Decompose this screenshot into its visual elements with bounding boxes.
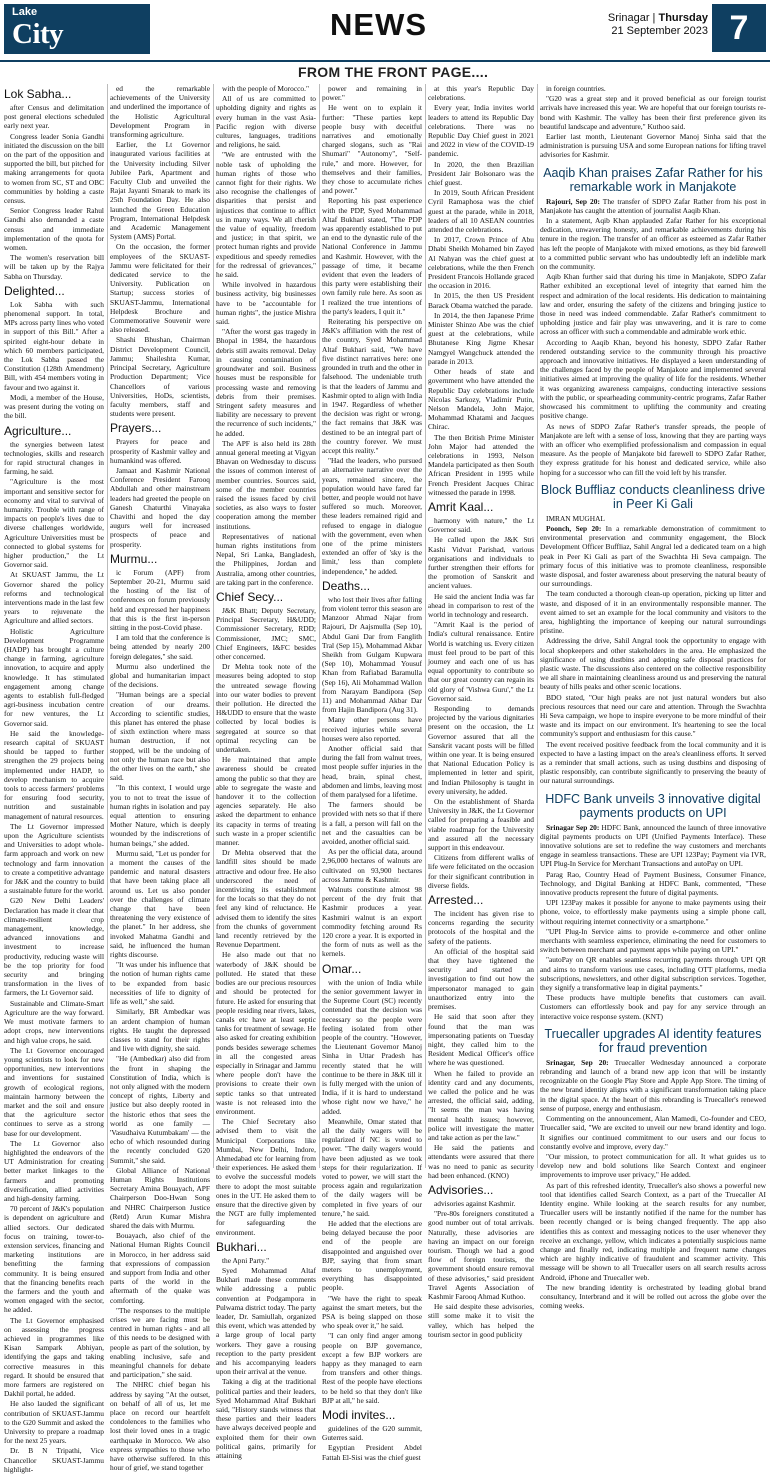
article-paragraph: Dr. B N Tripathi, Vice Chancellor SKUAST-Jammu highlight- <box>4 1446 104 1474</box>
article-paragraph: The NHRC chief began his address by saying "At the outset, on behalf of all of us, let me place on record our heartfelt condolences to the families who lost their loved ones in a tragic earthquake in Morocco. We also express sympathies to those who have otherwise suffered. In this hour of grief, we stand together <box>110 1380 210 1473</box>
article-paragraph: All of us are committed to upholding dignity and rights as every human in the vast Asia-Pacific region with diverse cultures, languages, traditions and religions, he said. <box>216 94 316 150</box>
column-divider <box>537 84 538 1168</box>
article-paragraph: "It was under his influence that the notion of human rights came to be expanded from basic necessities of life to dignity of life as well," she said. <box>110 960 210 1007</box>
article-paragraph: "He (Ambedkar) also did from the front in shaping the Constitution of India, which is not only aligned with the modern concept of rights, Liberty and justice but also deeply rooted in the historic ethos that sees the world as one family — 'Vasudhaiva Kutumbakam' — the echo of which resounded during the recently concluded G20 Summit," she said. <box>110 1054 210 1165</box>
article-paragraph: Syed Mohammad Altaf Bukhari made these comments while addressing a public convention at Podgampora in Pulwama district today. The party leader, Dr. Samiullah, organized this event, which was attended by a large group of local party workers. They gave a rousing reception to the party president and his accompanying leaders upon their arrival at the venue. <box>216 1265 316 1377</box>
article-paragraph: He went on to explain it further: "These parties kept people busy with deceitful narratives and emotionally charged slogans, such as "Rai Shumari" "Autonomy", "Self-rule," and more. However, for themselves and their families, they chose to accumulate riches and power." <box>322 103 422 196</box>
article-paragraph: He added that the elections are being delayed because the poor end of the people are disappointed and anguished over BJP, saying that from smart meters to unemployment, everything has disappointed people. <box>322 1218 422 1293</box>
article-paragraph <box>540 1058 766 1113</box>
logo-top-text: Lake <box>12 6 38 18</box>
section-header <box>0 60 770 82</box>
article-paragraph: "UPI Plug-In Service aims to provide e-commerce and other online merchants with seamless experience, eliminating the need for customers to switch between merchant and payment apps while paying on UPI." <box>540 926 766 955</box>
article-paragraph: Citizens from different walks of life were felicitated on the occasion for their significant contribution in diverse fields. <box>428 853 534 890</box>
article-headline[interactable]: Prayers... <box>110 421 162 436</box>
paragraph-text: Truecaller Wednesday announced a corporate rebranding and launch of a brand new app icon that will be instantly recognizable on the Google Play Store and Apple App Store. The timing of the new brand identity aligns with a significant transformation taking place in the digital space. At the heart of this rebranding is Truecaller's renewed sense of purpose, energy and enthusiasm. <box>540 1057 766 1113</box>
article-paragraph: The then British Prime Minister John Major had attended the celebrations in 1993, Nelson Mandela participated as then South African President in 1995 while French President Jacques Chirac witnessed the parade in 1998. <box>428 432 534 497</box>
article-paragraph: Senior Congress leader Rahul Gandhi also demanded a caste census and immediate implementation of the quota for women. <box>4 206 104 253</box>
article-paragraph: the Apni Party." <box>222 1255 270 1265</box>
newspaper-logo[interactable] <box>4 4 150 82</box>
article-paragraph: G20 New Delhi Leaders' Declaration has made it clear that climate-resilient crop management, knowledge, advanced innovations and investment to increase productivity, reducing waste will be the top priority for food security and bringing transformation in the lives of farmers, the Lt Governor said. <box>4 896 104 998</box>
column-divider <box>319 84 320 1168</box>
article-dateline: Poonch, Sep 20: <box>546 523 602 533</box>
article-paragraph: ed the remarkable achievements of the University and underlined the importance of the Holistic Agricultural Development Program in transforming agriculture. <box>110 84 210 140</box>
column-5 <box>428 84 534 1339</box>
article-headline[interactable]: Lok Sabha... <box>4 87 72 101</box>
article-paragraph: "We are entrusted with the noble task of upholding the human rights of those who cannot fight for their rights. We also recognise the challenges of disparities that persist and injustices that continue to afflict us in many ways. We all cherish the value of equality, freedom and justice; in that spirit, we protect human rights and provide expeditious and speedy remedies for the redressal of grievances," he said. <box>216 150 316 280</box>
dateline-city: Srinagar <box>607 12 650 24</box>
article-paragraph: Earlier, the Lt Governor inaugurated various facilities at the University including Silver Jubilee Park, Apartment and Faculty Club and unveiled the Rajat Jayanti Smarak to mark its 25th Foundation Day. He also launched the Green Education Program, International Helpdesk and Academic Management System (AMS) Portal. <box>110 140 210 242</box>
article-paragraph: In 2015, the then US President Barack Obama watched the parade. <box>428 291 534 310</box>
article-headline[interactable]: Murmu... <box>110 551 158 566</box>
article-headline[interactable]: Arrested... <box>428 893 484 908</box>
article-paragraph: power and remaining in power." <box>322 84 422 103</box>
article-paragraph: "Pre-80s foreigners constituted a good number out of total arrivals. Naturally, these advisories are having an impact on our foreign tourism. Though we had a good flow of foreign tourists, the government should ensure removal of these advisories," said president Travel Agents Association of Kashmir Farooq Ahmad Kuthoo. <box>428 1209 534 1301</box>
article-headline[interactable]: Advisories... <box>428 1182 494 1197</box>
article-paragraph: Bouayach, also chief of the National Human Rights Council in Morocco, in her address said that expressions of compassion and support from India and other parts of the world in the aftermath of the quake was comforting. <box>110 1231 210 1305</box>
article-paragraph: At SKUAST Jammu, the Lt Governor shared the policy reforms and technological interventions made in the last few years to rejuvenate the Agriculture and allied sectors. <box>4 570 104 626</box>
article-byline: IMRAN MUGHAL <box>546 513 605 523</box>
article-paragraph: "I can only find anger among people on BJP governance, except a few BJP workers are happy as they managed to earn from transfers and other things. Rest of the people have elections to be held so that they don't like BJP at all," he said. <box>322 1331 422 1405</box>
article-paragraph: The Lt Governor also highlighted the endeavors of the UT Administration for creating better market linkages to the farmers and promoting diversification, allied activities and high-density farming. <box>4 1138 104 1203</box>
column-divider <box>425 84 426 1168</box>
article-paragraph: The Chief Secretary also advised them to visit the Municipal Corporations like Mumbai, New Delhi, Indore, Ahmedabad etc for learning from their experiences. He asked them to evolve the successful models there to adopt the most suitable ones in the UT. He asked them to ensure that the directive given by the NGT are fully implemented for safeguarding the environment. <box>216 1117 316 1237</box>
article-headline[interactable]: Modi invites... <box>322 1408 396 1423</box>
article-paragraph: I am told that the conference is being attended by nearly 200 foreign delegates," she said. <box>110 633 210 661</box>
article-paragraph: Similarly, BR Ambedkar was an ardent champion of human rights. He taught the depressed classes to stand for their rights and live with dignity, she said. <box>110 1007 210 1054</box>
article-paragraph: Aqib Khan further said that during his time in Manjakote, SDPO Zafar Rather exhibited an exceptional level of integrity that earned him the respect and admiration of the local residents. His dedication to maintaining law and order, ensuring the safety of the citizens and bringing justice to those in need was indeed commendable. Zafar Rather's commitment to upholding justice and fair play was unwavering, and it is rare to come across an officer with such a commendable and admirable work ethic. <box>540 272 766 337</box>
article-paragraph: The team conducted a thorough clean-up operation, picking up litter and waste, and disposed of it in an environmentally responsible manner. The event aimed to set an example for the local community and visitors to the area, highlighting the importance of keeping our natural surroundings pristine. <box>540 589 766 636</box>
article-paragraph: The Lt Governor emphasised on assessing the progress achieved in programmes like Kisan Sampark Abhiyan, identifying the gaps and taking corrective measures in this regard. It should be ensured that more farmers are registered on Dakhil portal, he added. <box>4 1315 104 1399</box>
article-paragraph: the synergies between latest technologies, skills and research for rapid structural changes in farming, he said. <box>4 439 104 477</box>
article-paragraph: The Lt Governor impressed upon the Agriculture scientists and Universities to adopt whole-farm approach and work on new technology and farm innovation to create a competitive advantage for J&K and the country to build a sustainable future for the world. <box>4 821 104 896</box>
article-paragraph: He maintained that ample awareness should be created among the public so that they are able to segregate the waste and handover it to the collection agencies separately. He also asked the department to enhance its capacity in terms of treating such waste in a proper scientific manner. <box>216 755 316 848</box>
article-paragraph <box>540 197 766 215</box>
article-paragraph <box>540 823 766 869</box>
article-paragraph: The APF is also held its 28th annual general meeting at Vigyan Bhavan on Wednesday to discuss the issues of common interest of member countries. Sources said, some of the member countries raised the issues faced by civil societies, as also ways to foster cooperation among the member institutions. <box>216 438 316 531</box>
article-paragraph: Egyptian President Abdel Fattah El-Sisi was the chief guest <box>322 1443 422 1462</box>
article-paragraph: He said despite these advisories, still some make it to visit the valley, which has helped the tourism sector in good publicity <box>428 1302 534 1339</box>
article-headline[interactable]: Chief Secy... <box>216 589 284 604</box>
article-dateline: Srinagar Sep 20: <box>546 822 600 832</box>
article-paragraph: The new branding identity is orchestrated by leading global brand consultancy, Interbrand and it will be rolled out across the globe over the coming weeks. <box>540 1282 766 1311</box>
paragraph-text: The transfer of SDPO Zafar Rather from his post in Manjakote has caught the attention of journalist Aaqib Khan. <box>540 196 766 215</box>
article-paragraph: Modi, a member of the House, was present during the voting on the bill. <box>4 392 104 421</box>
article-paragraph: Commenting on the announcement, Alan Mamedi, Co-founder and CEO, Truecaller said, "We are excited to unveil our new brand identity and logo. It signifies our continued commitment to our users and our focus to constantly evolve and improve, every day." <box>540 1114 766 1151</box>
article-paragraph: after Census and delimitation post general elections scheduled early next year. <box>4 103 104 131</box>
article-paragraph: Reporting his past experience with the PDP, Syed Mohammad Altaf Bukhari stated, "The PDP was apparently established to put an end to the dynastic rule of the National Conference in Jammu and Kashmir. However, with the passage of time, it became evident that even the leaders of this party were establishing their own family rule here. As soon as I realized the true intentions of the party's leaders, I quit it." <box>322 196 422 316</box>
article-paragraph: The event received positive feedback from the local community and it is expected to have a lasting impact on the area's cleanliness efforts. It served as a reminder that small actions, such as using dustbins and disposing of plastic responsibly, can contribute significantly to preserving the beauty of our natural surroundings. <box>540 739 766 786</box>
article-paragraph: Global Alliance of National Human Rights Institutions Secretary Amina Bouayach, APF Chairperson Doo-Hwan Song and NHRC Chairperson Justice (Retd) Arun Kumar Mishra shared the dais with Murmu. <box>110 1165 210 1230</box>
article-paragraph: "Amrit Kaal is the period of India's cultural renaissance. Entire World is watching us. Every citizen must feel proud to be part of this journey and each one of us has equal opportunity to contribute so that our great country can regain its old glory of 'Vishwa Guru'," the Lt Governor said. <box>428 620 534 703</box>
article-paragraph: On the occasion, the former employees of the SKUAST-Jammu were felicitated for their dedicated service to the University. Publication on Startup; success stories of SKUAST-Jammu, International Helpdesk Brochure and Commemorative Souvenir were also released. <box>110 242 210 335</box>
article-paragraph: J&K Bhatt; Deputy Secretary, Principal Secretary, H&UDD; Commissioner Secretary, RDD; Commissioner, JMC; SMC, Chief Engineers, I&FC besides other concerned. <box>216 605 316 661</box>
article-paragraph: at this year's Republic Day celebrations. <box>428 84 534 103</box>
article-paragraph: Reiterating his perspective on J&K's affiliation with the rest of the country, Syed Mohammad Altaf Bukhari said, "We have five distinct narratives here: one grounded in truth and the other in falsehood. The undeniable truth is that the leaders of Jammu and Kashmir opted to align with India in 1947. Regardless of whether the decision was right or wrong, the fact remains that J&K was destined to be an integral part of the country forever. We must accept this reality." <box>322 317 422 455</box>
article-paragraph: He called upon the J&K Stri Kashi Vidvat Parishad, various organisations and individuals to further strengthen their efforts for the promotion of Sanskrit and ancient values. <box>428 535 534 591</box>
article-headline[interactable]: Amrit Kaal... <box>428 499 494 514</box>
article-paragraph: "Our mission, to protect communication for all. It what guides us to develop new and bold solutions like Search Context and engineer improvements to improve user privacy," He added. <box>540 1151 766 1180</box>
article-paragraph: harmony with nature," the Lt Governor said. <box>428 515 534 535</box>
column-divider <box>213 84 214 1168</box>
article-paragraph: with the union of India while the senior government lawyer in the Supreme Court (SC) recently contended that the decision was necessary so the people were feeling isolated from other people of the country. "However, the Lieutenant Governor Manoj Sinha in Uttar Pradesh has recently stated that he will continue to be there in J&K till it is fully merged with the union of India, if it is hard to understand whose right now we have," he added. <box>322 977 422 1116</box>
article-paragraph: Prayers for peace and prosperity of Kashmir valley and humankind was offered. <box>110 437 210 465</box>
article-paragraph: In 2019, South African President Cyril Ramaphosa was the chief guest at the parade, while in 2018, leaders of all 10 ASEAN countries attended the celebrations. <box>428 188 534 235</box>
section-title: FROM THE FRONT PAGE.... <box>298 64 489 80</box>
logo-main-text: City Times <box>12 18 85 82</box>
right-column <box>540 84 766 1311</box>
paragraph-text: HDFC Bank, announced the launch of three innovative digital payments products on UPI (Unified Payments Interface). These innovative solutions are set to redefine the way customers and merchants engage in seamless transactions. These are UPI 123Pay; Payment via IVR, UPI Plug-In Service for Merchant Transactions and autoPay on UPI. <box>540 822 766 869</box>
article-paragraph: In a statement, Aqib Khan applauded Zafar Rather for his exceptional dedication, unwavering honesty, and remarkable achievements during his tenure in the region. The transfer of an officer as esteemed as Zafar Rather has left the people of Manjakote with mixed emotions, as they bid farewell to a committed public servant who has undoubtedly left an indelible mark on the community. <box>540 216 766 272</box>
column-1 <box>4 84 104 1474</box>
article-dateline: Rajouri, Sep 20: <box>546 196 600 206</box>
article-paragraph: As part of this refreshed identity, Truecaller's also shows a powerful new tool that identifies called Search Context, as a part of the Truecaller AI Identity engine. While looking at the search results for any number, Truecaller users will be instantly notified if the name for the number has been recently changed or is being changed frequently. The app also identifies this as context and messaging notices to the user whenever they receive an exchange, yellow, which indicates a potentially suspicious name change and finally red, indicating multiple and frequent name changes which are highly indicative of fraudulent and scammer activity. This message will be shown to all Truecaller users on all search results across Android, iPhone and Truecaller web. <box>540 1180 766 1282</box>
article-paragraph: He said the patients and attendants were assured that there was no need to panic as security had been enhanced. (KNO) <box>428 1143 534 1180</box>
article-paragraph: He also lauded the significant contribution of SKUAST-Jammu to the G20 Summit and asked the University to prepare a roadmap for the next 25 years. <box>4 1399 104 1446</box>
article-headline[interactable]: Delighted... <box>4 283 65 298</box>
article-paragraph: As news of SDPO Zafar Rather's transfer spreads, the people of Manjakote are left with a sense of loss, knowing that they are parting ways with an officer who exemplified professionalism and compassion in equal measure. As the people of Manjakote bid farewell to SDPO Zafar Rather, they express gratitude for his honest and dedicated service, while also hoping for a successor who can fill the void left by his transfer. <box>540 421 766 477</box>
article-paragraph: In 2020, the then Brazilian President Jair Bolsonaro was the chief guest. <box>428 159 534 188</box>
article-paragraph: "Agriculture is the most important and sensitive sector for economy and vital to survival of humanity. Trouble with range of impacts on people's lives due to diverse challenges worldwide, Agriculture Universities must be connected to global systems for higher production," the Lt Governor said. <box>4 477 104 570</box>
article-dateline: Srinagar, Sep 20: <box>546 1057 609 1067</box>
article-paragraph: An official of the hospital said that they have tightened the security and started an investigation to find out how the impersonator managed to gain unauthorized entry into the premises. <box>428 946 534 1012</box>
article-paragraph: These products have multiple benefits that customers can avail. Customers can effortlessly book and pay for any service through an interactive voice response system. (KNT) <box>540 993 766 1021</box>
article-paragraph: Shashi Bhushan, Chairman District Development Council, Jammu; Shaileshta Kumar, Principal Secretary, Agriculture Production Department; Vice Chancellors of various Universities, HoDs, scientists, faculty members, staff and students were present. <box>110 335 210 419</box>
article-paragraph: "In this context, I would urge you to not to treat the issue of human rights in isolation and pay equal attention to ensuring Mother Nature, which is deeply wounded by the indiscretions of human beings," she added. <box>110 783 210 848</box>
article-headline[interactable]: Omar... <box>322 961 362 976</box>
article-paragraph: He said the knowledge-research capital of SKUAST should be tapped to further strengthen the 29 projects being implemented under HADP, to develop mechanism to acquire tools to access farmers' problems for ensuring food security, nutrition and sustainable management of natural resources. <box>4 728 104 821</box>
dateline-date: 21 September 2023 <box>611 25 708 37</box>
article-paragraph: He also made out that no waterbody of J&K should be polluted. He stated that these bodies are our precious resources and should be protected for future. He asked for ensuring that people residing near rivers, lakes, canals etc have at least septic tanks for treatment of sewage. He also asked for creating exhibition ponds besides sewerage schemes in all the congested areas especially in Srinagar and Jammu where people don't have the provisions to create their own septic tanks so that untreated waste is not released into the environment. <box>216 950 316 1116</box>
article-paragraph: "autoPay on QR enables seamless recurring payments through UPI QR and aims to transform various use cases, including OTT platforms, media subscriptions, newsletters, and other digital subscription services. Together, they signify a transformative leap in digital payments." <box>540 955 766 993</box>
article-paragraph: Many other persons have received injuries while several houses were also reported. <box>322 715 422 743</box>
article-paragraph: Another official said that during the fall from walnut trees, most people suffer injuries in the head, brain, spinal chest, abdomen and limbs, leaving most of them paralysed for a lifetime. <box>322 744 422 800</box>
article-headline[interactable]: Bukhari... <box>216 1239 267 1254</box>
article-paragraph: Every year, India invites world leaders to attend its Republic Day celebrations. There was no Republic Day Chief guest in 2021 and 2022 in view of the COVID-19 pandemic. <box>428 103 534 159</box>
article-paragraph: Walnuts constitute almost 98 percent of the dry fruit that Kashmir produces a year. Kashmiri walnut is an export commodity fetching around Rs 120 crore a year. It is exported in the form of nuts as well as the kernels. <box>322 885 422 959</box>
article-paragraph: Congress leader Sonia Gandhi initiated the discussion on the bill on the part of the opposition and supported the bill, but pitched for making arrangements for quota to women from SC, ST and OBC communities by holding a caste census. <box>4 131 104 206</box>
article-paragraph: "After the worst gas tragedy in Bhopal in 1984, the hazardous debris still awaits removal. Delay in causing contamination of groundwater and soil. Business houses must be responsible for processing waste and removing debris from their premises. Stringent safety measures and liability are necessary to prevent the recurrence of such incidents," he added. <box>216 327 316 438</box>
article-paragraph: Holistic Agriculture Development Programme (HADP) has brought a culture change in farming, agriculture innovation, to acquire and apply knowledge. It has stimulated engagement among change agents to establish full-fledged agri-business incubation centre for new ventures, the Lt Governor said. <box>4 626 104 728</box>
article-paragraph: On the establishment of Sharda University in J&K, the Lt Governor called for preparing a feasible and viable roadmap for the University and assured all the necessary support in this endeavour. <box>428 797 534 853</box>
article-paragraph: who lost their lives after falling from violent terror this season are Manzoor Ahmad Najar from Rajouri, Dr Aajsmulla (Sep 10), Abdul Gani Dar from Fanglith Tral (Sep 15), Mohammad Akbar Sheikh from Gulgam Kupwara (Sep 10), Mohammad Yousuf Khan from Rafiabad Baramulla (Sep 16), Ali Mohammad Wallon from Narayam Bandipora (Sep 11) and Mohammad Akbar Dar from Hajin Bandipora (Aug 31). <box>322 594 422 715</box>
article-paragraph: in foreign countries. <box>546 84 606 93</box>
dateline-day: Thursday <box>658 12 708 24</box>
article-paragraph: "We have the right to speak against the smart meters, but the PSA is being slapped on those who speak over it," he said. <box>322 1293 422 1331</box>
dateline: Srinagar | Thursday 21 September 2023 <box>607 12 708 37</box>
article-paragraph: 70 percent of J&K's population is dependent on agriculture and allied sectors. Our dedicated focus on training, tower-to-extension services, financing and marketing institutions are benefitting the farming community. It is being ensured that the financing benefits reach the farmers and the youth and women engaged with the sector, he added. <box>4 1204 104 1315</box>
section-label: NEWS <box>330 7 427 42</box>
article-paragraph: Dr Mehta observed that the landfill sites should be made attractive and odour free. He also underscored the need of incentivizing its establishment for the locals so that they do not feel any kind of reluctance. He advised them to identify the sites from the chunks of government land recently retrieved by the Revenue Department. <box>216 848 316 950</box>
article-headline[interactable]: Agriculture... <box>4 423 72 438</box>
article-paragraph: "G20 was a great step and it proved beneficial as our foreign tourist arrivals have increased this year. We are hopeful that our foreign tourists re-bond with Kashmir. The valley has been their first preference given its beautiful landscape and adventure," Kuthoo said. <box>540 94 766 131</box>
article-paragraph: According to Aaqib Khan, beyond his honesty, SDPO Zafar Rather rendered outstanding service to the community through his proactive approach and innovative initiatives. He displayed a keen understanding of the challenges faced by the people of Manjakote and implemented several initiatives aimed at improving the quality of life for the residents. Whether it was organizing awareness campaigns, conducting interactive sessions with the public, or spearheading community-centric programs, Zafar Rather showcased his commitment to uplifting the community and creating positive change. <box>540 337 766 421</box>
article-paragraph: Murmu also underlined the global and humanitarian impact of the decisions. <box>110 661 210 690</box>
article-paragraph: While involved in hazardous business activity, big businesses have to be "accountable for human rights", the justice Mishra said. <box>216 280 316 327</box>
article-paragraph: Taking a dig at the traditional political parties and their leaders, Syed Mohammad Altaf Bukhari said, "History stands witness that these parties and their leaders have always deceived people and exploited them for their own political gains, primarily for attaining <box>216 1377 316 1461</box>
article-paragraph: In 2014, the then Japanese Prime Minister Shinzo Abe was the chief guest at the celebrations, while Bhutanese King Jigme Khesar Namgyel Wangchuck attended the parade in 2013. <box>428 310 534 366</box>
article-paragraph: Jamaat and Kashmir National Conference President Farooq Abdullah and other mainstream leaders had greeted the people on Ganesh Chaturthi Vinayaka Chavithi and hoped the day augurs well for increased prospects of peace and prosperity. <box>110 465 210 549</box>
article-paragraph: The incident has given rise to concerns regarding the security protocols of the hospital and the safety of the patients. <box>428 909 534 946</box>
article-paragraph: Earlier last month, Lieutenant Governor Manoj Sinha said that the administration is pursuing USA and some European nations for lifting travel advisories for Kashmir. <box>540 132 766 160</box>
article-paragraph: Meanwhile, Omar stated that all the daily wagers will be regularized if NC is voted to power. "The daily wagers would have been adjusted as we took steps for their regularization. If voted to power, we will start the process again and regularization of the daily wagers will be completed in five years of our tenure," he said. <box>322 1116 422 1218</box>
article-paragraph: with the people of Morocco." <box>222 84 309 93</box>
article-paragraph: In 2017, Crown Prince of Abu Dhabi Sheikh Mohamed bin Zayed Al Nahyan was the chief guest at celebrations, while the then French President Francois Hollande graced the occasion in 2016. <box>428 235 534 291</box>
article-paragraph: guidelines of the G20 summit, Guterres said. <box>322 1424 422 1443</box>
article-headline[interactable]: Block Buffliaz conducts cleanliness drive in Peer Ki Gali <box>540 482 766 511</box>
article-paragraph: ic Forum (APF) from September 20-21, Murmu said the hosting of the list of conferences on forum previously held and expressed her happiness that this is the first in-person sitting in the post-Covid phase. <box>110 567 210 632</box>
column-divider <box>107 84 108 1168</box>
article-paragraph: Sustainable and Climate-Smart Agriculture are the way forward. We must motivate farmers to adopt crops, new interventions and high value crops, he said. <box>4 998 104 1045</box>
article-paragraph: Representatives of national human rights institutions from Nepal, Sri Lanka, Bangladesh, the Philippines, Jordan and Australia, among other countries, are taking part in the conference. <box>216 531 316 587</box>
article-paragraph: The women's reservation bill will be taken up by the Rajya Sabha on Thursday. <box>4 253 104 281</box>
article-paragraph: As per the official data, around 2,96,000 hectares of walnuts are cultivated on 93,900 hectares across Jammu & Kashmir. <box>322 847 422 884</box>
article-paragraph: Dr Mehta took note of the measures being adopted to stop the untreated sewage flowing into our water bodies to prevent their pollution. He directed the H&UDD to ensure that the waste collected by local bodies is segregated at source so that optimal recycling can be undertaken. <box>216 662 316 755</box>
article-paragraph: BDO stated, "Our high peaks are not just natural wonders but also precious resources that need our care and attention. Through the Swachhta Hi Seva campaign, we hope to inspire everyone to be more mindful of their waste and its impact on our environment. It's heartening to see the local community's support and enthusiasm for this cause." <box>540 692 766 739</box>
article-paragraph: UPI 123Pay makes it possible for anyone to make payments using their phone, voice, to effortlessly make payments using a simple phone call, without requiring internet connectivity or a smartphone." <box>540 898 766 926</box>
article-paragraph: advisories against Kashmir. <box>434 1198 516 1208</box>
article-paragraph: "Had the leaders, who pursued an alternative narrative over the years, remained sincere, the population would have fared far better, and people would not have suffered so much. Moreover, these leaders remained rigid and refused to engage in dialogue with the government, even when one of the prime ministers extended an offer of 'sky is the limit,' less than complete independence," he added. <box>322 456 422 576</box>
article-paragraph <box>540 524 766 588</box>
article-paragraph: Murmu said, "Let us ponder for a moment the causes of the pandemic and natural disasters that have been taking place all around us. Let us also ponder over the challenges of climate change that have been threatening the very existence of the planet." In her address, she invoked Mahatma Gandhi and said, he influenced the human rights discourse. <box>110 848 210 960</box>
article-paragraph: Lok Sabha with such phenomenal support. In total, MPs across party lines who voted in support of this Bill." After a spirited eight-hour debate in which 60 members participated, the Lok Sabha passed the Constitution (128th Amendment) Bill, with 454 members voting in favour and two against it. <box>4 299 104 392</box>
article-paragraph: When he failed to provide an identity card and any documents, we called the police and he was arrested, the official said, adding, "It seems the man was having mental health issues; however, police will investigate the matter and take action as per the law." <box>428 1068 534 1142</box>
page-number: 7 <box>712 4 766 52</box>
column-3 <box>216 84 316 1461</box>
article-paragraph: "The responses to the multiple crises we are facing must be centred in human rights - and all of this needs to be designed with people as part of the solution, by enabling inclusive, safe and meaningful channels for debate and participation," she said. <box>110 1305 210 1380</box>
article-paragraph: He said that soon after they found that the man was impersonating patients on Tuesday night, they called him to the Resident Medical Officer's office where he was questioned. <box>428 1012 534 1068</box>
column-2 <box>110 84 210 1473</box>
article-paragraph: The farmers should be provided with nets so that if there is a fall, a person will fall on the net and the casualties can be avoided, another official said. <box>322 800 422 847</box>
article-headline[interactable]: HDFC Bank unveils 3 innovative digital payments products on UPI <box>545 791 761 820</box>
column-4 <box>322 84 422 1462</box>
paragraph-text: In a remarkable demonstration of commitment to environmental preservation and community engagement, the Block Development Officer Buffliaz, Sahil Angral led a dedicated team on a high peak in Peer Ki Gali as part of the Swachhta Hi Seva campaign. The primary focus of this initiative was to promote cleanliness, responsible waste disposal, and foster awareness about preserving the natural beauty of our surroundings. <box>540 523 766 589</box>
article-paragraph: "Human beings are a special creation of our dreams. According to scientific studies, this planet has entered the phase of sixth extinction where mass human destruction, if not stopped, will be the undoing of not only the human race but also the other lives on the earth," she said. <box>110 690 210 783</box>
article-headline[interactable]: Truecaller upgrades AI identity features for fraud prevention <box>544 1026 762 1055</box>
article-paragraph: Parag Rao, Country Head of Payment Business, Consumer Finance, Technology, and Digital Banking at HDFC Bank, commented, "These innovative products represent the future of digital payments. <box>540 869 766 898</box>
article-paragraph: He said the ancient India was far ahead in comparison to rest of the world in technology and research. <box>428 591 534 619</box>
article-paragraph: The Lt Governor encouraged young scientists to look for new opportunities, new interventions and inventions for sustained growth of ecological regions, maintain harmony between the market and the soil and ensure that the agriculture sector continues to serve as a strong base for our development. <box>4 1045 104 1138</box>
article-paragraph: Addressing the drive, Sahil Angral took the opportunity to engage with local shopkeepers and other stakeholders in the area. He emphasized the significance of using dustbins and adopting safe disposal practices for plastic waste. The discussions also centered on the collective responsibility we all share in maintaining cleanliness around us and preserving the natural beauty of hills peaks and other scenic locations. <box>540 636 766 692</box>
article-paragraph: Other heads of state and government who have attended the Republic Day celebrations include Nicolas Sarkozy, Vladimir Putin, Nelson Mandela, John Major, Mohammad Khatami and Jacques Chirac. <box>428 367 534 432</box>
article-headline[interactable]: Deaths... <box>322 578 371 593</box>
article-paragraph: Responding to demands projected by the various dignitaries present on the occasion, the Lt Governor assured that all the Sanskrit vacant posts will be filled within one year. It is being ensured that National Education Policy is implemented in letter and spirit, and Indian Philosophy is taught in every university, he added. <box>428 704 534 796</box>
article-headline[interactable]: Aaqib Khan praises Zafar Rather for his remarkable work in Manjakote <box>543 165 763 194</box>
